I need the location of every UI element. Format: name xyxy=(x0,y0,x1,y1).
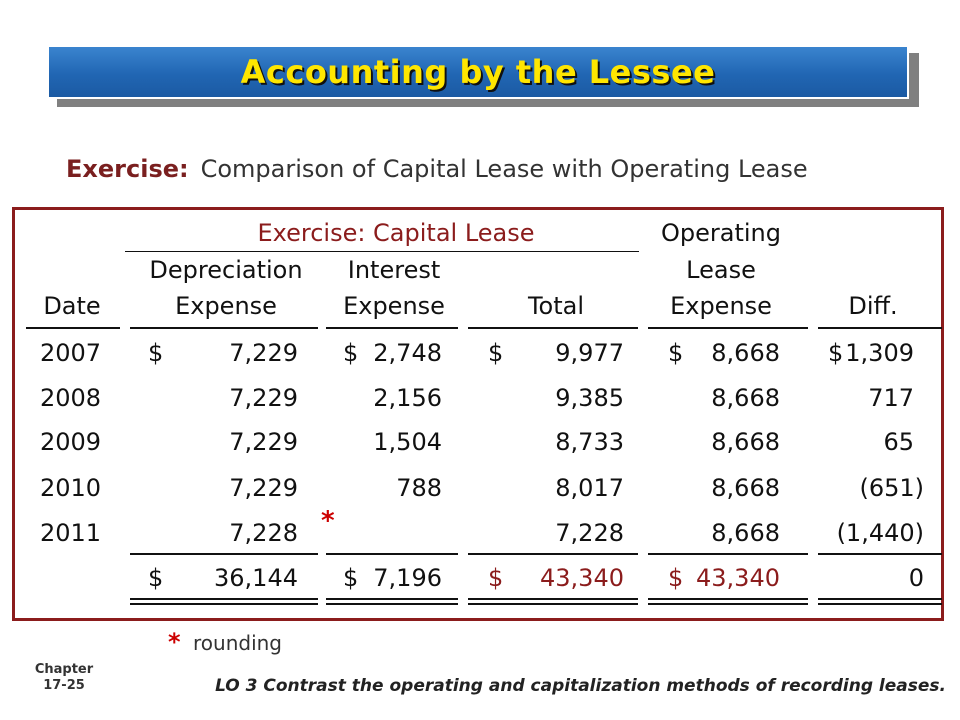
depreciation-double-line-2 xyxy=(130,603,318,605)
operating-double-line-2 xyxy=(648,603,808,605)
capital-lease-group-header: Exercise: Capital Lease xyxy=(257,219,535,247)
footnote-marker: * xyxy=(168,628,181,656)
totals-depreciation: 36,144 xyxy=(214,564,298,592)
subtitle xyxy=(66,155,808,183)
row-2007-interest: 2,748 xyxy=(373,339,442,367)
row-2011-depreciation: 7,228 xyxy=(229,519,298,547)
learning-objective: LO 3 Contrast the operating and capitalization methods of recording leases. xyxy=(215,676,946,696)
row-2008-interest: 2,156 xyxy=(373,384,442,412)
depreciation-header-line2: Expense xyxy=(175,292,277,320)
row-2009-date: 2009 xyxy=(40,428,102,456)
diff-double-line-2 xyxy=(818,603,942,605)
page-title: Accounting by the Lessee xyxy=(240,53,716,91)
operating-lease-header-line1: Operating xyxy=(661,219,781,247)
row-2007-total: 9,977 xyxy=(555,339,624,367)
operating-sum-line xyxy=(648,553,808,555)
total-underline xyxy=(468,327,638,329)
totals-total-currency: $ xyxy=(488,564,504,592)
row-2011-date: 2011 xyxy=(40,519,102,547)
row-2007-total-currency: $ xyxy=(488,339,504,367)
total-header: Total xyxy=(527,292,585,320)
depreciation-double-line-1 xyxy=(130,598,318,600)
row-2011-operating: 8,668 xyxy=(711,519,780,547)
diff-double-line-1 xyxy=(818,598,942,600)
rounding-marker: * xyxy=(321,506,335,536)
operating-underline xyxy=(648,327,808,329)
total-sum-line xyxy=(468,553,638,555)
title-banner xyxy=(47,45,909,99)
capital-group-underline xyxy=(125,251,639,252)
interest-header-line1: Interest xyxy=(347,256,441,284)
chapter-label xyxy=(34,662,94,694)
depreciation-sum-line xyxy=(130,553,318,555)
date-header: Date xyxy=(43,292,101,320)
row-2010-diff: (651) xyxy=(859,474,924,502)
footnote-text: rounding xyxy=(193,631,282,655)
row-2010-date: 2010 xyxy=(40,474,102,502)
row-2010-total: 8,017 xyxy=(555,474,624,502)
row-2011-diff: (1,440) xyxy=(836,519,924,547)
row-2009-total: 8,733 xyxy=(555,428,624,456)
chapter-line1: Chapter xyxy=(34,662,94,677)
interest-double-line-1 xyxy=(326,598,458,600)
total-double-line-2 xyxy=(468,603,638,605)
interest-underline xyxy=(326,327,458,329)
row-2010-interest: 788 xyxy=(396,474,442,502)
totals-interest: 7,196 xyxy=(373,564,442,592)
totals-operating: 43,340 xyxy=(696,564,780,592)
row-2010-depreciation: 7,229 xyxy=(229,474,298,502)
row-2008-depreciation: 7,229 xyxy=(229,384,298,412)
diff-underline xyxy=(818,327,942,329)
row-2010-operating: 8,668 xyxy=(711,474,780,502)
row-2008-total: 9,385 xyxy=(555,384,624,412)
row-2008-date: 2008 xyxy=(40,384,102,412)
row-2007-operating-currency: $ xyxy=(668,339,684,367)
row-2009-operating: 8,668 xyxy=(711,428,780,456)
row-2007-depreciation-currency: $ xyxy=(148,339,164,367)
subtitle-label: Exercise: xyxy=(66,155,189,183)
interest-double-line-2 xyxy=(326,603,458,605)
totals-depreciation-currency: $ xyxy=(148,564,164,592)
row-2011-total: 7,228 xyxy=(555,519,624,547)
operating-expense-header: Expense xyxy=(670,292,772,320)
subtitle-text: Comparison of Capital Lease with Operating Lease xyxy=(200,155,808,183)
totals-total: 43,340 xyxy=(540,564,624,592)
totals-diff: 0 xyxy=(908,564,924,592)
row-2009-interest: 1,504 xyxy=(373,428,442,456)
diff-sum-line xyxy=(818,553,942,555)
depreciation-underline xyxy=(130,327,318,329)
total-double-line-1 xyxy=(468,598,638,600)
row-2007-date: 2007 xyxy=(40,339,102,367)
depreciation-header-line1: Depreciation xyxy=(149,256,303,284)
operating-lease-header-line2: Lease xyxy=(686,256,756,284)
totals-interest-currency: $ xyxy=(343,564,359,592)
chapter-line2: 17-25 xyxy=(43,678,85,693)
row-2007-operating: 8,668 xyxy=(711,339,780,367)
row-2007-diff-currency: $ xyxy=(828,339,844,367)
row-2007-depreciation: 7,229 xyxy=(229,339,298,367)
row-2009-diff: 65 xyxy=(883,428,914,456)
interest-header-line2: Expense xyxy=(343,292,445,320)
row-2007-interest-currency: $ xyxy=(343,339,359,367)
row-2008-diff: 717 xyxy=(868,384,914,412)
row-2007-diff: 1,309 xyxy=(845,339,914,367)
diff-header: Diff. xyxy=(848,292,898,320)
totals-operating-currency: $ xyxy=(668,564,684,592)
row-2009-depreciation: 7,229 xyxy=(229,428,298,456)
row-2008-operating: 8,668 xyxy=(711,384,780,412)
operating-double-line-1 xyxy=(648,598,808,600)
date-underline xyxy=(26,327,120,329)
interest-sum-line xyxy=(326,553,458,555)
